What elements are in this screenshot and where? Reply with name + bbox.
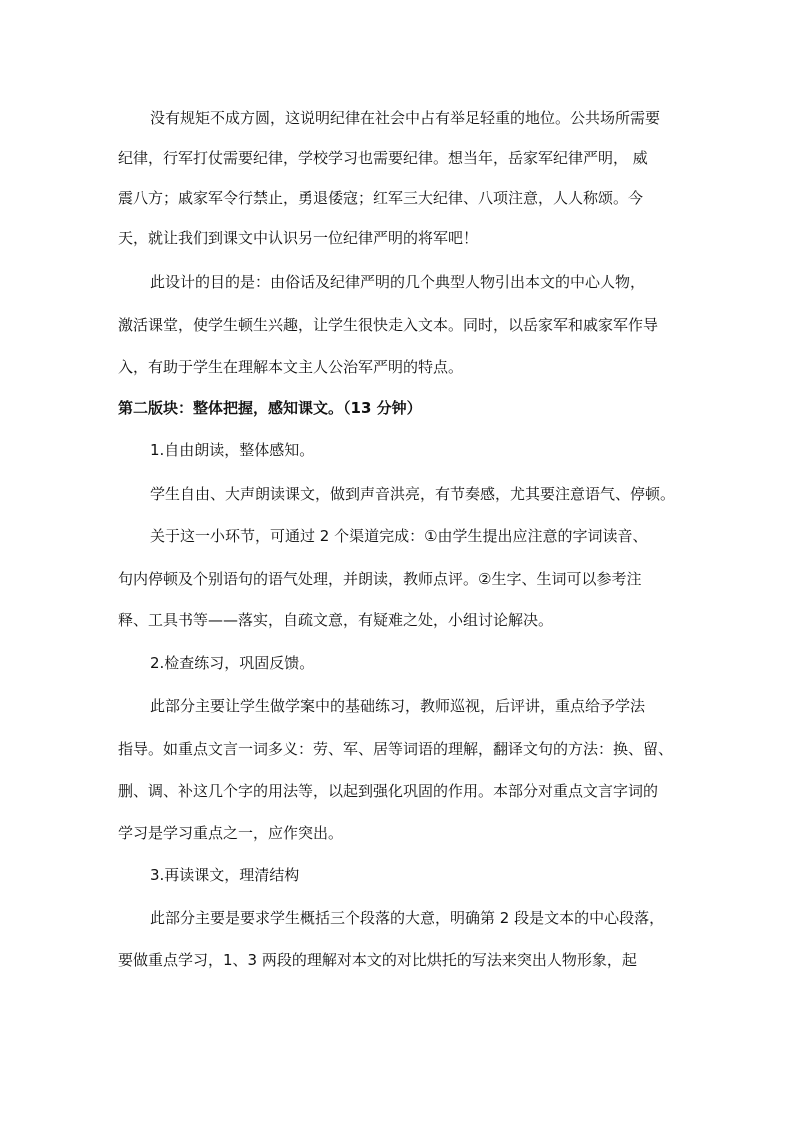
paragraph-line: 删、调、补这几个字的用法等，以起到强化巩固的作用。本部分对重点文言字词的 — [118, 782, 659, 800]
subheading: 1.自由朗读，整体感知。 — [150, 441, 315, 459]
subheading: 2.检查练习，巩固反馈。 — [150, 654, 315, 672]
section-heading: 第二版块：整体把握，感知课文。（13 分钟） — [118, 399, 422, 417]
paragraph-line: 激活课堂，使学生顿生兴趣，让学生很快走入文本。同时，以岳家军和戚家军作导 — [118, 316, 659, 334]
paragraph-line: 指导。如重点文言一词多义：劳、军、居等词语的理解，翻译文句的方法：换、留、 — [118, 740, 674, 758]
paragraph-line: 关于这一小环节，可通过 2 个渠道完成：①由学生提出应注意的字词读音、 — [150, 527, 648, 545]
paragraph-line: 学生自由、大声朗读课文，做到声音洪亮，有节奏感，尤其要注意语气、停顿。 — [150, 485, 676, 503]
paragraph-line: 此设计的目的是：由俗话及纪律严明的几个典型人物引出本文的中心人物， — [150, 273, 646, 291]
paragraph-line: 此部分主要让学生做学案中的基础练习，教师巡视，后评讲，重点给予学法 — [150, 697, 646, 715]
paragraph-line: 没有规矩不成方圆，这说明纪律在社会中占有举足轻重的地位。公共场所需要 — [150, 109, 661, 127]
paragraph-line: 学习是学习重点之一，应作突出。 — [118, 824, 344, 842]
paragraph-line: 要做重点学习，1、3 两段的理解对本文的对比烘托的写法来突出人物形象，起 — [118, 951, 637, 969]
paragraph-line: 震八方；戚家军令行禁止，勇退倭寇；红军三大纪律、八项注意，人人称颂。今 — [118, 189, 644, 207]
paragraph-line: 入，有助于学生在理解本文主人公治军严明的特点。 — [118, 358, 464, 376]
paragraph-line: 天，就让我们到课文中认识另一位纪律严明的将军吧！ — [118, 229, 479, 247]
paragraph-line: 纪律，行军打仗需要纪律，学校学习也需要纪律。想当年，岳家军纪律严明， 威 — [118, 149, 648, 167]
paragraph-line: 此部分主要是要求学生概括三个段落的大意，明确第 2 段是文本的中心段落， — [150, 909, 665, 927]
paragraph-line: 句内停顿及个别语句的语气处理，并朗读，教师点评。②生字、生词可以参考注 — [118, 570, 642, 588]
subheading: 3.再读课文，理清结构 — [150, 866, 300, 884]
paragraph-line: 释、工具书等——落实，自疏文意，有疑难之处，小组讨论解决。 — [118, 611, 554, 629]
